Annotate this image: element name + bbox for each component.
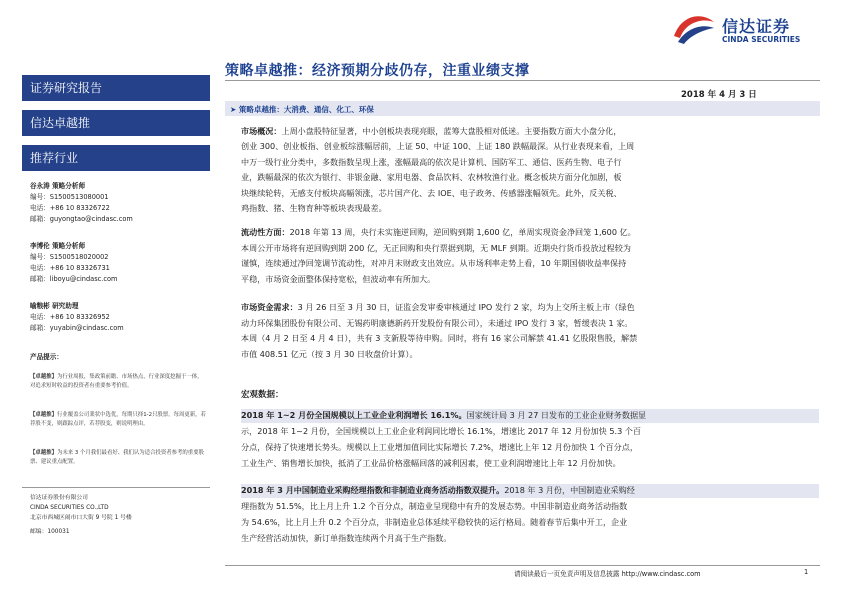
analyst-1-tel: 电话：+86 10 83326722	[30, 204, 110, 212]
sidebar	[22, 57, 210, 547]
market-overview-line-4: 业，跌幅最深的依次为银行、非银金融、家用电器、食品饮料、农林牧渔行业。概念板块方面分化加剧，板	[241, 172, 622, 182]
theme-line: ➤ 策略卓越推：大消费、通信、化工、环保	[230, 105, 374, 114]
cinda-logo-icon	[672, 12, 716, 46]
report-type-bar: 证券研究报告	[22, 75, 210, 101]
funding-demand-line-4: 市值 408.51 亿元（按 3 月 30 日收盘价计算）。	[241, 349, 418, 359]
product-tip-3	[30, 449, 206, 466]
rating-bar: 推荐行业	[22, 145, 210, 171]
industrial-profit-line-1: 2018 年 1~2 月份全国规模以上工业企业利润增长 16.1%。国家统计局 3 月 27 日发布的工业企业财务数据显	[241, 410, 647, 420]
analyst-2-email[interactable]: 邮箱：liboyu@cindasc.com	[30, 275, 118, 283]
liquidity-label: 流动性方面：	[241, 227, 290, 237]
footer-disclaimer-link[interactable]: 请阅读最后一页免责声明及信息披露 http://www.cindasc.com	[514, 570, 701, 578]
pmi-line-1: 2018 年 3 月中国制造业采购经理指数和非制造业商务活动指数双提升。2018 年 3 月份，中国制造业采购经	[241, 485, 635, 495]
analyst-3-name: 喻粮彬 研究助理	[30, 302, 79, 310]
product-tip-3-text: 为未来 3 个月我们最看好、我们认为适合投资者参考的重要股票、建议重点配置。	[30, 450, 204, 465]
industrial-profit-line-3: 分点，保持了快速增长势头。规模以上工业增加值同比实际增长 7.2%，增速比上年 12 月份加快 1 个百分点，	[241, 442, 638, 452]
product-tip-3-tag: 【卓越推】	[30, 450, 57, 456]
report-date: 2018 年 4 月 3 日	[681, 90, 757, 100]
industrial-profit-lead: 2018 年 1~2 月份全国规模以上工业企业利润增长 16.1%。	[241, 410, 467, 420]
logo-name-cn: 信达证券	[722, 17, 791, 36]
funding-demand-line-1: 市场资金需求：3 月 26 日至 3 月 30 日，证监会发审委审核通过 IPO 发行 2 家，均为上交所主板上市（绿色	[241, 302, 635, 312]
product-tip-2-tag: 【卓越推】	[30, 412, 57, 418]
analyst-2-tel: 电话：+86 10 83326731	[30, 264, 110, 272]
funding-demand-label: 市场资金需求：	[241, 302, 298, 312]
company-address: 北京市西城区闹市口大街 9 号院 1 号楼	[30, 515, 132, 521]
company-postcode: 邮编：100031	[30, 529, 70, 535]
analyst-2-id: 编号：S1500518020002	[30, 253, 109, 261]
funding-demand-line-3: 本周（4 月 2 日至 4 月 4 日），共有 3 支新股等待申购。同时，将有 16 家公司解禁 41.41 亿股限售股，解禁	[241, 333, 638, 343]
analyst-3-email[interactable]: 邮箱：yuyabin@cindasc.com	[30, 324, 124, 332]
product-tip-1-text: 为行业周报，集政策前瞻、市场热点，行业深度挖掘于一体，对追求短时收益的投资者有重要参考价值。	[30, 374, 203, 389]
market-overview-line-6: 鸡指数、猪、生物育种等板块表现最差。	[241, 203, 387, 213]
product-tip-2	[30, 411, 206, 428]
pmi-line-4: 生产经营活动加快，新订单指数连续两个月高于生产指数。	[241, 533, 452, 543]
macro-data-heading: 宏观数据：	[241, 390, 284, 400]
analyst-1-name: 谷永涛 策略分析师	[30, 182, 86, 190]
analyst-3-tel: 电话：+86 10 83326952	[30, 313, 110, 321]
market-overview-line-3: 中万一级行业分类中，多数指数呈现上涨，涨幅最高的依次是计算机、国防军工、通信、医药生物、电子行	[241, 157, 622, 167]
title-divider	[225, 80, 820, 81]
company-name-en: CINDA SECURITIES CO.,LTD	[30, 505, 109, 511]
company-name-cn: 信达证券股份有限公司	[30, 495, 88, 501]
product-tip-1	[30, 373, 206, 390]
market-overview-line-5: 块继续轮转，无感支付板块高幅领涨，芯片国产化、去 IOE、电子政务、传感器涨幅领先。此外，反关税、	[241, 188, 622, 198]
pmi-lead: 2018 年 3 月中国制造业采购经理指数和非制造业商务活动指数双提升。	[241, 485, 505, 495]
analyst-2-name: 李博伦 策略分析师	[30, 242, 86, 250]
sidebar-divider	[22, 487, 210, 488]
liquidity-line-4: 平稳，市场资金面整体保持宽松，但波动率有所加大。	[241, 274, 436, 284]
market-overview-line-2: 创业 300、创业板指、创业板综涨幅居前，上证 50、中证 100、上证 180 跌幅最深。从行业表现来看，上周	[241, 141, 635, 151]
product-tips-title: 产品提示：	[30, 353, 63, 361]
footer-divider	[225, 565, 820, 566]
liquidity-line-2: 本周公开市场将有逆回购到期 200 亿，无正回购和央行票据到期，无 MLF 到期。近期央行货币投放过程较为	[241, 243, 631, 253]
product-tip-1-tag: 【卓越推】	[30, 374, 57, 380]
pmi-line-3: 为 54.6%，比上月上升 0.2 个百分点，非制造业总体延续平稳较快的运行格局。随着春节后集中开工，企业	[241, 517, 628, 527]
market-overview-line-1: 市场概况：上周小盘股特征显著，中小创板块表现亮眼，蓝筹大盘股相对低迷。主要指数方面大小盘分化，	[241, 126, 622, 136]
page-number: 1	[804, 568, 809, 576]
liquidity-line-1: 流动性方面：2018 年第 13 周，央行未实施逆回购，逆回购到期 1,600 亿，单周实现资金净回笼 1,600 亿。	[241, 227, 636, 237]
logo-name-en: CINDA SECURITIES	[722, 35, 801, 44]
industrial-profit-line-4: 工业生产、销售增长加快，抵消了工业品价格涨幅回落的减利因素，使工业利润增速比上年 12 月份加快。	[241, 458, 621, 468]
pmi-line-2: 理指数为 51.5%，比上月上升 1.2 个百分点，制造业呈现稳中有升的发展态势。中国非制造业商务活动指数	[241, 501, 628, 511]
report-title: 策略卓越推：经济预期分歧仍存，注重业绩支撑	[225, 63, 530, 79]
column-name-bar: 信达卓越推	[22, 110, 210, 136]
analyst-1-id: 编号：S1500513080001	[30, 193, 109, 201]
analyst-1-email[interactable]: 邮箱：guyongtao@cindasc.com	[30, 215, 133, 223]
funding-demand-line-2: 动力环保集团股份有限公司、无锡药明康德新药开发股份有限公司），未通过 IPO 发行 3 家，暂缓表决 1 家。	[241, 318, 633, 328]
liquidity-line-3: 谨慎，连续通过净回笼调节流动性，对冲月末财政支出效应。从市场利率走势上看，10 年期国债收益率保持	[241, 258, 627, 268]
industrial-profit-line-2: 示，2018 年 1~2 月份，全国规模以上工业企业利润同比增长 16.1%，增速比 2017 年 12 月份加快 5.3 个百	[241, 426, 641, 436]
product-tip-2-text: 行业覆盖公司業状中选优，每期只择1-2只股票。每周更新，若荐股不变，则跟踪点评，若荐股变，则说明理由。	[30, 412, 206, 427]
market-overview-label: 市场概况：	[241, 126, 282, 136]
